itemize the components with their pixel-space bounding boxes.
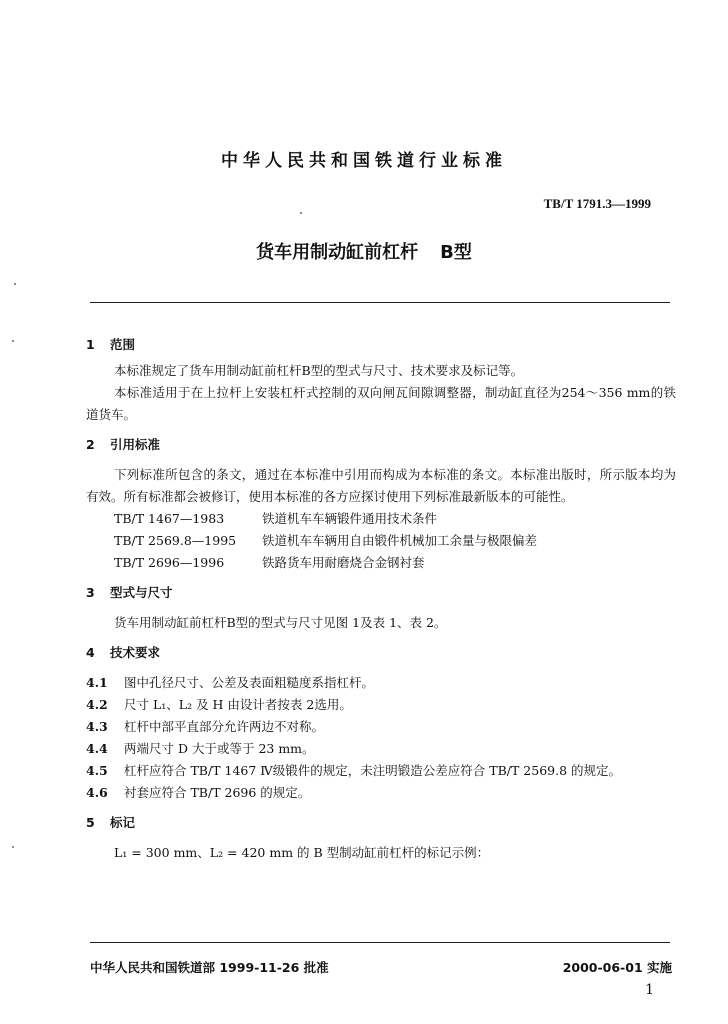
clause-row (86, 738, 676, 760)
section-5-heading (86, 812, 676, 834)
clause-row (86, 760, 676, 782)
section-2-heading (86, 434, 676, 456)
section-3-heading (86, 582, 676, 604)
bottom-rule (90, 942, 670, 943)
section-title: 技术要求 (110, 645, 161, 660)
clause-row (86, 672, 676, 694)
reference-row (86, 530, 676, 552)
clause-text: 两端尺寸 D 大于或等于 23 mm。 (124, 741, 315, 756)
section-number: 4 (86, 645, 95, 660)
scan-speck (12, 846, 14, 848)
reference-row (86, 508, 676, 530)
effective-date: 2000-06-01 实施 (562, 960, 672, 975)
section-3-paragraph-1: 货车用制动缸前杠杆B型的型式与尺寸见图 1及表 1、表 2。 (114, 615, 447, 630)
clause-text: 杠杆应符合 TB/T 1467 Ⅳ级锻件的规定，未注明锻造公差应符合 TB/T 2569.8 的规定。 (124, 763, 622, 778)
page-number: 1 (645, 982, 654, 998)
section-title: 范围 (110, 337, 136, 352)
clause-number: 4.5 (86, 763, 108, 778)
section-1-paragraph-2: 本标准适用于在上拉杆上安装杠杆式控制的双向闸瓦间隙调整器，制动缸直径为254～356 mm的铁道货车。 (86, 385, 676, 422)
clause-text: 衬套应符合 TB/T 2696 的规定。 (124, 785, 311, 800)
approval-line: 中华人民共和国铁道部 1999-11-26 批准 (90, 960, 329, 975)
clause-text: 杠杆中部平直部分允许两边不对称。 (124, 719, 325, 734)
section-number: 2 (86, 437, 95, 452)
clause-number: 4.4 (86, 741, 108, 756)
reference-code: TB/T 1467—1983 (114, 511, 225, 526)
clause-number: 4.6 (86, 785, 108, 800)
reference-name: 铁路货车用耐磨烧合金钢衬套 (262, 555, 425, 570)
reference-name: 铁道机车车辆用自由锻件机械加工余量与极限偏差 (262, 533, 538, 548)
clause-row (86, 782, 676, 804)
document-title-text: 货车用制动缸前杠杆 (256, 242, 419, 263)
reference-code: TB/T 2569.8—1995 (114, 533, 237, 548)
top-rule (90, 302, 670, 303)
document-title (0, 238, 728, 264)
document-type: B型 (440, 242, 472, 263)
section-number: 1 (86, 337, 95, 352)
section-title: 引用标准 (110, 437, 161, 452)
scan-speck (300, 212, 302, 214)
section-5-paragraph-1: L₁ = 300 mm、L₂ = 420 mm 的 B 型制动缸前杠杆的标记示例： (114, 845, 490, 860)
clause-text: 图中孔径尺寸、公差及表面粗糙度系指杠杆。 (124, 675, 375, 690)
scan-speck (14, 283, 16, 285)
section-title: 标记 (110, 815, 136, 830)
section-number: 3 (86, 585, 95, 600)
reference-row (86, 552, 676, 574)
org-title: 中华人民共和国铁道行业标准 (221, 151, 507, 171)
clause-row (86, 716, 676, 738)
clause-number: 4.1 (86, 675, 108, 690)
clause-row (86, 694, 676, 716)
standard-code: TB/T 1791.3—1999 (543, 196, 651, 211)
clause-number: 4.3 (86, 719, 108, 734)
section-2-paragraph-1: 下列标准所包含的条文，通过在本标准中引用而构成为本标准的条文。本标准出版时，所示版本均为有效。所有标准都会被修订，使用本标准的各方应探讨使用下列标准最新版本的可能性。 (86, 467, 676, 504)
scan-speck (12, 340, 14, 342)
section-1-heading (86, 334, 676, 356)
section-title: 型式与尺寸 (110, 585, 173, 600)
section-4-heading (86, 642, 676, 664)
section-1-paragraph-1: 本标准规定了货车用制动缸前杠杆B型的型式与尺寸、技术要求及标记等。 (114, 363, 524, 378)
document-body (86, 328, 676, 864)
clause-text: 尺寸 L₁、L₂ 及 H 由设计者按表 2选用。 (124, 697, 352, 712)
reference-code: TB/T 2696—1996 (114, 555, 225, 570)
reference-name: 铁道机车车辆锻件通用技术条件 (262, 511, 438, 526)
section-number: 5 (86, 815, 95, 830)
clause-number: 4.2 (86, 697, 108, 712)
